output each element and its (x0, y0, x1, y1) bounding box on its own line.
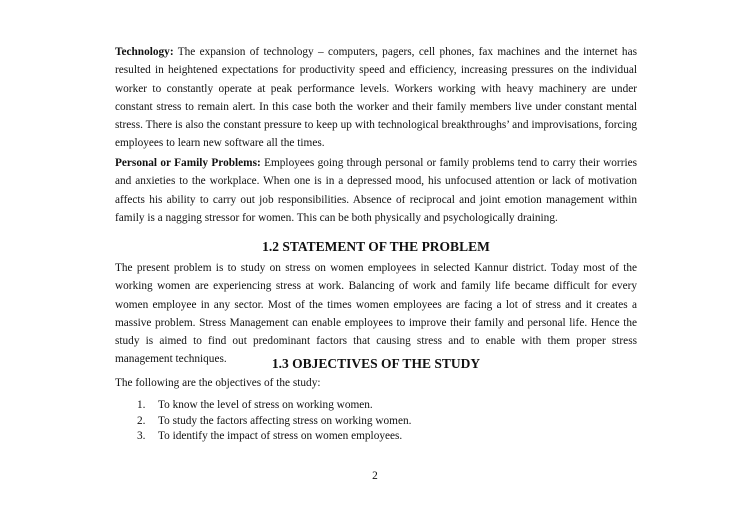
objectives-intro: The following are the objectives of the study: (115, 377, 321, 389)
list-item (137, 398, 637, 414)
list-item-number: 1. (137, 399, 146, 411)
page-number: 2 (372, 470, 378, 482)
technology-text: The expansion of technology – computers, pagers, cell phones, fax machines and the internet has resulted in heightened expectations for productivity speed and efficiency, increasing pressures on the individual worker to constantly operate at peak performance levels. Workers working with heavy machinery are under constant stress to remain alert. In this case both the worker and their family members live under constant mental stress. There is also the constant pressure to keep up with technological breakthroughs’ and improvisations, forcing employees to learn new software all the times. (115, 46, 637, 150)
technology-label: Technology: (115, 46, 174, 58)
statement-heading: 1.2 STATEMENT OF THE PROBLEM (262, 239, 490, 254)
statement-paragraph: The present problem is to study on stress on women employees in selected Kannur district. Today most of the working women are experiencing stress at work. Balancing of work and family life became difficult for every women employee in any sector. Most of the times women employees are facing a lot of stress and it creates a massive problem. Stress Management can enable employees to improve their family and personal life. Hence the study is aimed to find out predominant factors that causing stress and to enable with them proper stress management techniques. (115, 262, 637, 366)
list-item-text: To identify the impact of stress on women employees. (158, 430, 403, 442)
personal-problems-paragraph (115, 154, 637, 227)
list-item-text: To study the factors affecting stress on working women. (158, 414, 412, 427)
objectives-list (137, 398, 637, 445)
list-item-text: To know the level of stress on working women. (158, 399, 373, 411)
objectives-heading: 1.3 OBJECTIVES OF THE STUDY (271, 356, 481, 371)
personal-problems-text: Employees going through personal or family problems tend to carry their worries and anxieties to the workplace. When one is in a depressed mood, his unfocused attention or lack of motivation affects his ability to carry out job responsibilities. Absence of reciprocal and joint emotion management within family is a nagging stressor for women. This can be both physically and psychologically draining. (115, 157, 638, 224)
list-item (137, 429, 637, 445)
list-item (137, 414, 637, 430)
personal-problems-label: Personal or Family Problems: (115, 157, 261, 169)
list-item-number: 2. (137, 414, 146, 427)
technology-paragraph (115, 43, 637, 153)
list-item-number: 3. (137, 430, 146, 442)
